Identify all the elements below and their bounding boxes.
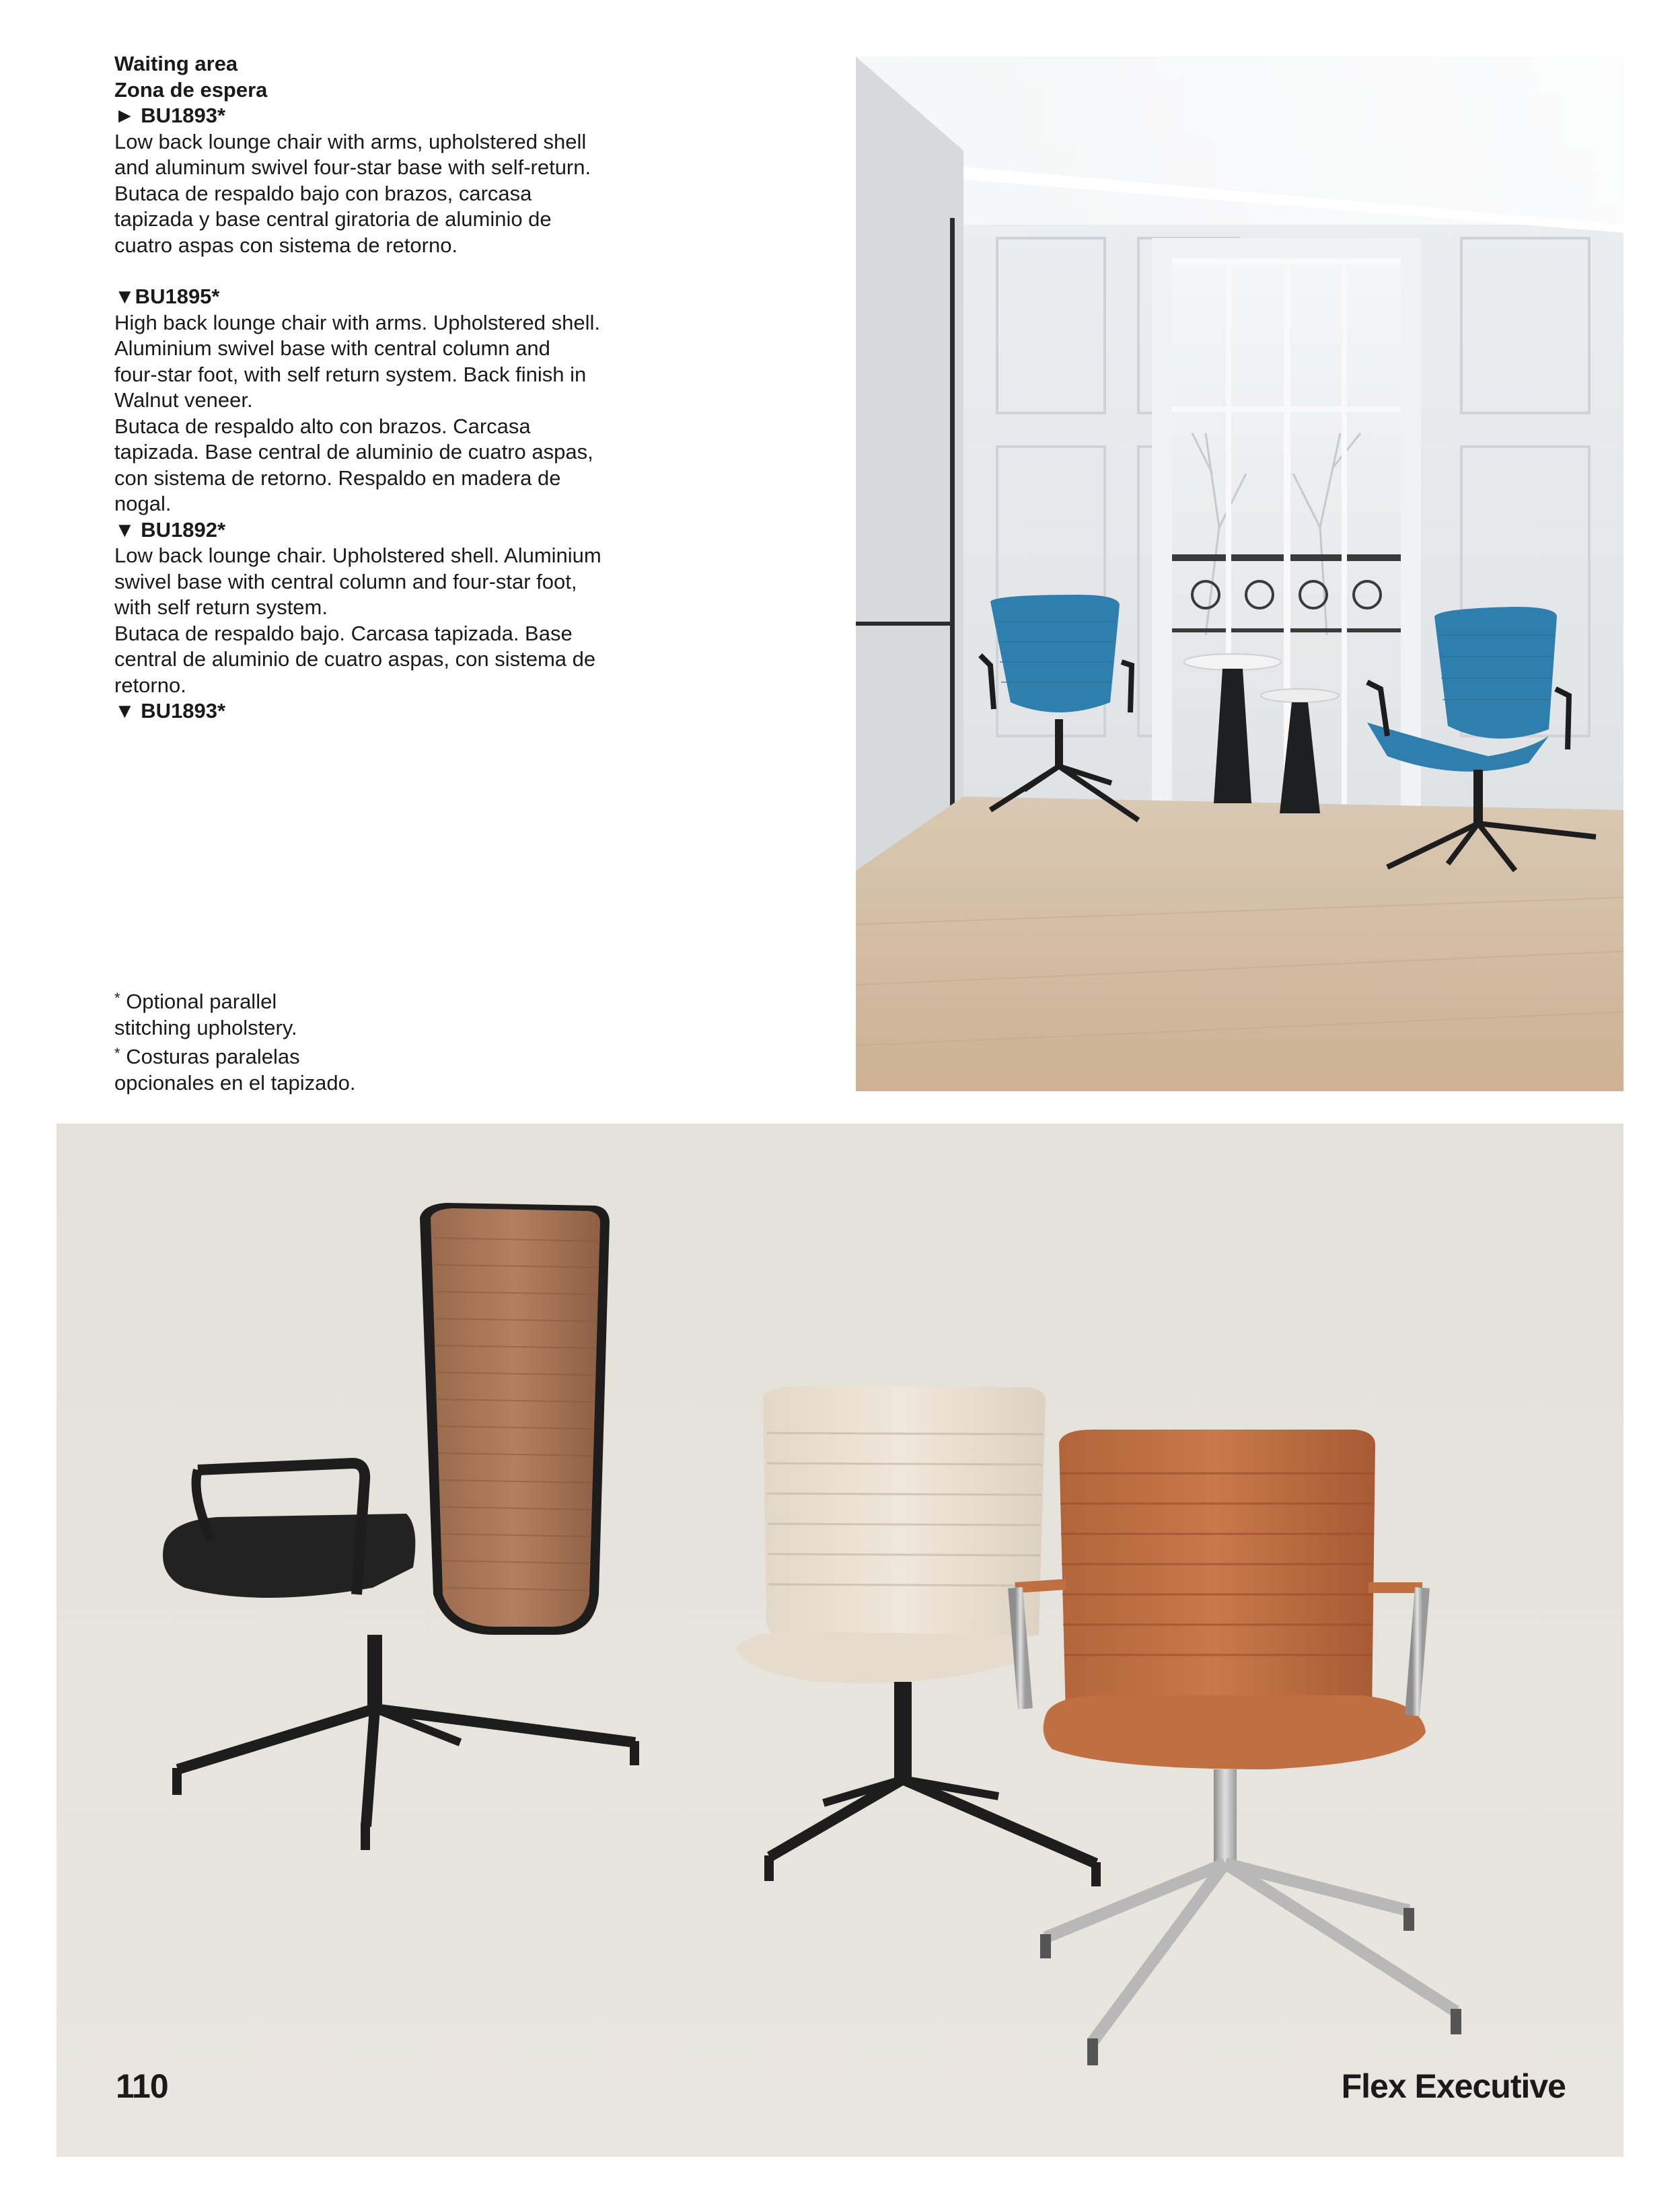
description-line: con sistema de retorno. Respaldo en madera de [114,466,561,490]
description-line: four-star foot, with self return system. Back finish in [114,362,587,386]
chairs-studio-photo [57,1123,1623,2157]
collection-title: Flex Executive [1341,2067,1566,2105]
description-line: Aluminium swivel base with central column and [114,336,550,360]
description-line: Butaca de respaldo bajo. Carcasa tapizada. Base [114,621,573,645]
product-description [114,51,639,725]
description-line: Low back lounge chair. Upholstered shell. Aluminium [114,544,601,567]
description-line: cuatro aspas con sistema de retorno. [114,233,458,257]
footnote-line: opcionales en el tapizado. [114,1070,356,1095]
description-line: Butaca de respaldo alto con brazos. Carcasa [114,414,531,438]
section-heading-en: Waiting area [114,52,238,75]
footnote [114,986,451,1096]
waiting-room-photo [856,57,1623,1091]
footnote-line: Costuras paralelas [126,1045,300,1068]
description-line: High back lounge chair with arms. Upholstered shell. [114,310,600,334]
footnote-star: * [114,990,120,1006]
description-line: central de aluminio de cuatro aspas, con sistema de [114,647,596,671]
product-code-bu1893-bottom: ▼ BU1893* [114,699,226,723]
description-line: tapizada y base central giratoria de aluminio de [114,207,552,231]
product-code-bu1893: ► BU1893* [114,104,226,127]
page-number: 110 [116,2067,168,2105]
description-line: with self return system. [114,595,328,619]
section-heading-es: Zona de espera [114,77,268,102]
description-line: and aluminum swivel four-star base with self-return. [114,155,591,179]
description-line: swivel base with central column and four-star foot, [114,569,577,593]
footnote-line: stitching upholstery. [114,1015,297,1039]
product-code-bu1895: ▼BU1895* [114,285,220,308]
description-line: tapizada. Base central de aluminio de cuatro aspas, [114,440,593,464]
footnote-star: * [114,1045,120,1062]
description-line: nogal. [114,492,172,515]
footnote-line: Optional parallel [126,990,277,1013]
description-line: Low back lounge chair with arms, upholstered shell [114,129,587,153]
product-code-bu1892: ▼ BU1892* [114,517,226,542]
description-line: Butaca de respaldo bajo con brazos, carcasa [114,181,532,205]
description-line: retorno. [114,673,186,697]
description-line: Walnut veneer. [114,388,253,412]
